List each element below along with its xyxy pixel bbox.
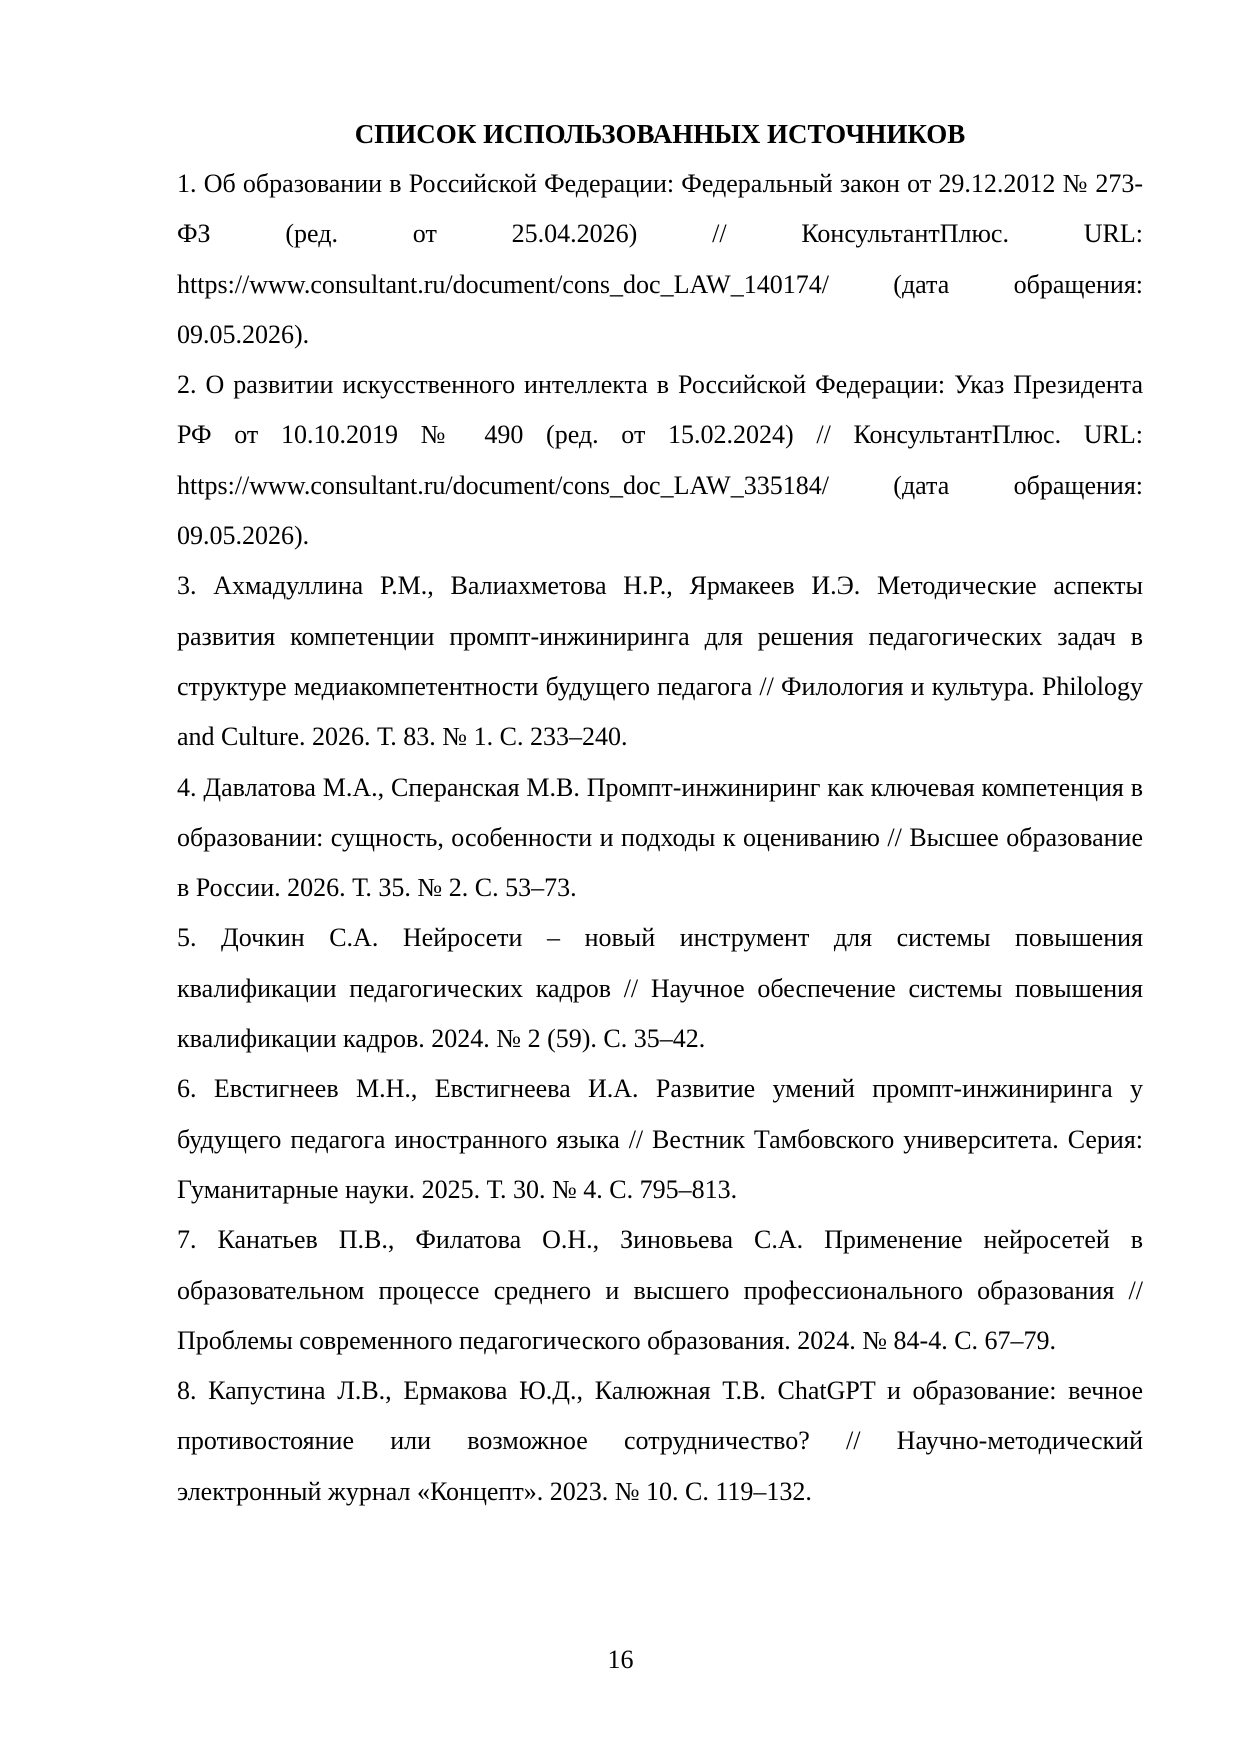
reference-item-7: 7. Канатьев П.В., Филатова О.Н., Зиновьева С.А. Применение нейросетей в образовательном процессе среднего и высшего профессионального образования // Проблемы современного педагогического образования. 2024. № 84-4. С. 67–79. [177, 1225, 1143, 1355]
page-title: СПИСОК ИСПОЛЬЗОВАННЫХ ИСТОЧНИКОВ [354, 119, 966, 149]
reference-item-5: 5. Дочкин С.А. Нейросети – новый инструмент для системы повышения квалификации педагогических кадров // Научное обеспечение системы повышения квалификации кадров. 2024. № 2 (59). С. 35–42. [177, 923, 1143, 1054]
page-number: 16 [607, 1645, 634, 1674]
reference-item-1: 1. Об образовании в Российской Федерации: Федеральный закон от 29.12.2012 № 273-ФЗ (ред. от 25.04.2026) // КонсультантПлюс. URL: https://www.consultant.ru/document/cons_doc_LAW_140174/ (дата обращения: 09.05.2026). [177, 169, 1143, 349]
reference-item-8: 8. Капустина Л.В., Ермакова Ю.Д., Калюжная Т.В. ChatGPT и образование: вечное противостояние или возможное сотрудничество? // Научно-методический электронный журнал «Концепт». 2023. № 10. С. 119–132. [177, 1376, 1143, 1506]
reference-item-4: 4. Давлатова М.А., Сперанская М.В. Промпт-инжиниринг как ключевая компетенция в образовании: сущность, особенности и подходы к оцениванию // Высшее образование в России. 2026. Т. 35. № 2. С. 53–73. [177, 772, 1143, 903]
reference-item-2: 2. О развитии искусственного интеллекта в Российской Федерации: Указ Президента РФ от 10.10.2019 № 490 (ред. от 15.02.2024) // КонсультантПлюс. URL: https://www.consultant.ru/document/cons_doc_LAW_335184/ (дата обращения: 09.05.2026). [177, 370, 1143, 551]
reference-item-6: 6. Евстигнеев М.Н., Евстигнеева И.А. Развитие умений промпт-инжиниринга у будущего педагога иностранного языка // Вестник Тамбовского университета. Серия: Гуманитарные науки. 2025. Т. 30. № 4. С. 795–813. [177, 1074, 1143, 1204]
reference-item-3: 3. Ахмадуллина Р.М., Валиахметова Н.Р., Ярмакеев И.Э. Методические аспекты развития компетенции промпт-инжиниринга для решения педагогических задач в структуре медиакомпетентности будущего педагога // Филология и культура. Philology and Culture. 2026. Т. 83. № 1. С. 233–240. [177, 571, 1143, 752]
reference-list [177, 159, 1143, 1517]
